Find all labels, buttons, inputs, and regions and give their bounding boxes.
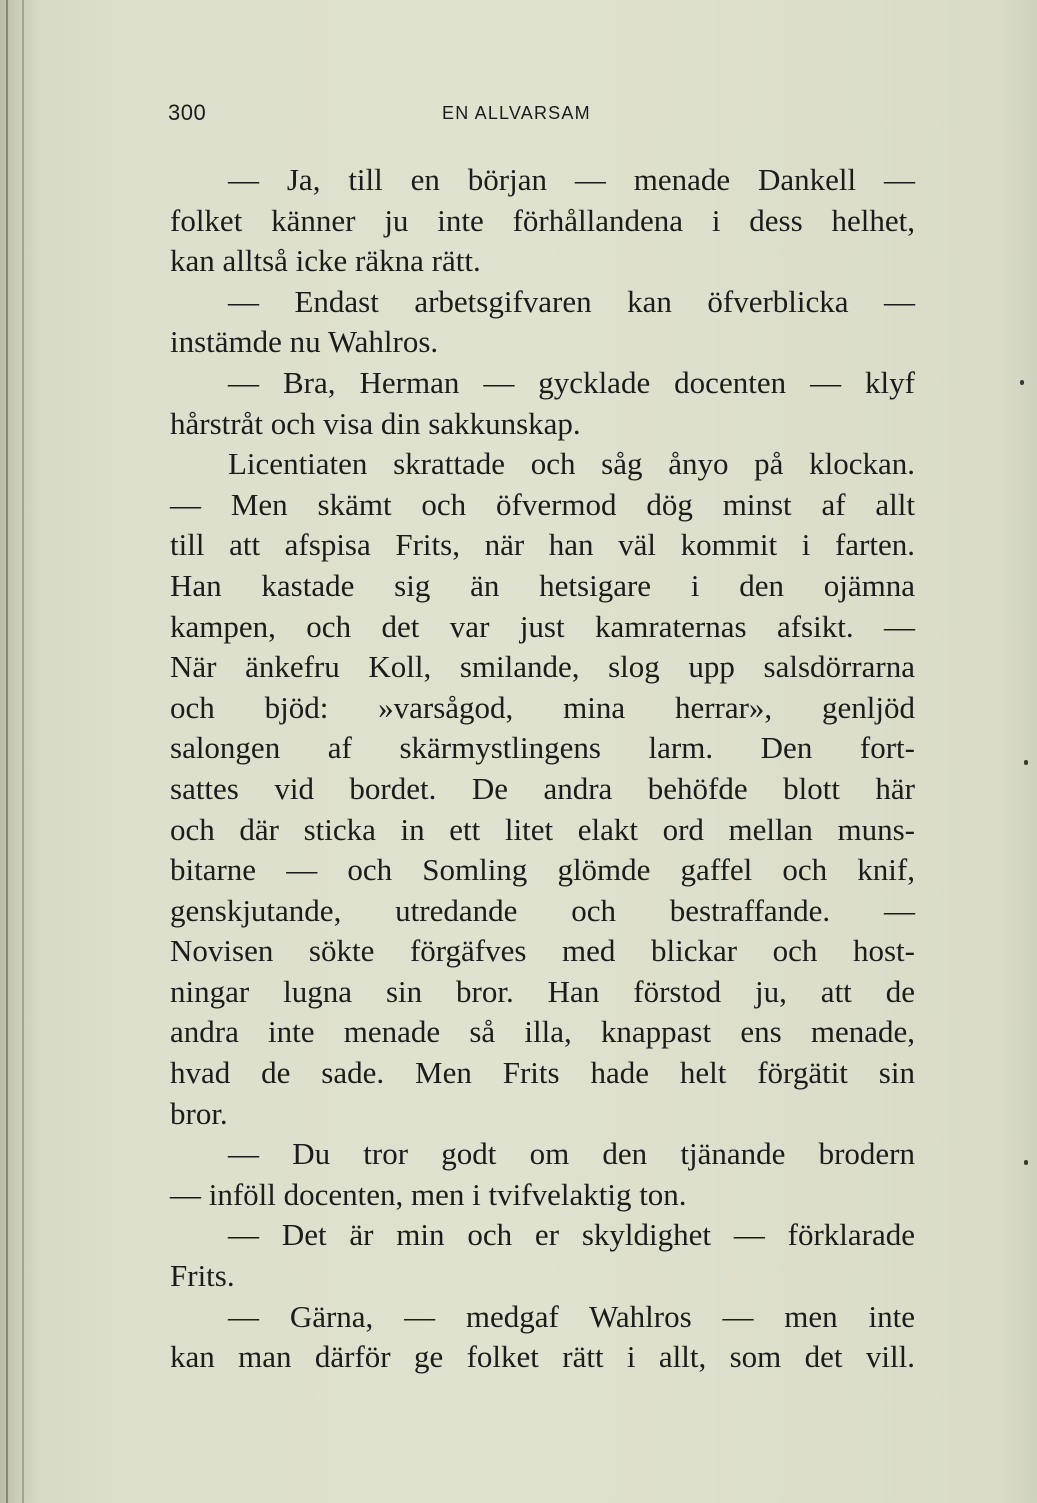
- text-line: genskjutande, utredande och bestraffande. —: [170, 892, 915, 928]
- text-line: Licentiaten skrattade och såg ånyo på klockan.: [228, 446, 915, 482]
- text-line: — Bra, Herman — gycklade docenten — klyf: [228, 364, 915, 400]
- text-line: — inföll docenten, men i tvifvelaktig ton.: [170, 1176, 687, 1212]
- text-line: hvad de sade. Men Frits hade helt förgätit sin: [170, 1055, 915, 1091]
- text-line: folket känner ju inte förhållandena i dess helhet,: [170, 202, 915, 238]
- page-speck: [1024, 1160, 1028, 1165]
- text-line: Han kastade sig än hetsigare i den ojämna: [170, 567, 915, 603]
- text-line: sattes vid bordet. De andra behöfde blott här: [170, 770, 915, 806]
- text-line: — Gärna, — medgaf Wahlros — men inte: [228, 1298, 915, 1334]
- text-line: kampen, och det var just kamraternas afsikt. —: [170, 608, 915, 644]
- gutter-line: [6, 0, 8, 1503]
- text-line: Frits.: [170, 1258, 235, 1294]
- text-line: — Du tror godt om den tjänande brodern: [228, 1136, 915, 1172]
- page-number: 300: [168, 100, 207, 125]
- text-line: — Endast arbetsgifvaren kan öfverblicka —: [228, 283, 915, 319]
- text-line: kan alltså icke räkna rätt.: [170, 243, 481, 279]
- text-line: instämde nu Wahlros.: [170, 324, 439, 360]
- text-line: ningar lugna sin bror. Han förstod ju, att de: [170, 973, 915, 1009]
- page-speck: [1024, 760, 1028, 765]
- text-line: kan man därför ge folket rätt i allt, som det vill.: [170, 1339, 915, 1375]
- text-line: bror.: [170, 1095, 228, 1131]
- body-text: [170, 160, 915, 1378]
- text-line: till att afspisa Frits, när han väl kommit i farten.: [170, 527, 915, 563]
- text-line: och bjöd: »varsågod, mina herrar», genljöd: [170, 689, 915, 725]
- text-line: När änkefru Koll, smilande, slog upp salsdörrarna: [170, 649, 915, 685]
- gutter-line: [22, 0, 24, 1503]
- text-line: bitarne — och Somling glömde gaffel och knif,: [170, 852, 915, 888]
- page-header: [168, 100, 908, 134]
- text-line: Novisen sökte förgäfves med blickar och host-: [170, 933, 915, 969]
- text-line: — Det är min och er skyldighet — förklarade: [228, 1217, 915, 1253]
- page-speck: [1020, 380, 1024, 385]
- text-line: andra inte menade så illa, knappast ens menade,: [170, 1014, 915, 1050]
- text-line: och där sticka in ett litet elakt ord mellan muns-: [170, 811, 915, 847]
- text-line: — Men skämt och öfvermod dög minst af allt: [170, 486, 915, 522]
- text-line: hårstråt och visa din sakkunskap.: [170, 405, 581, 441]
- running-title: EN ALLVARSAM: [442, 103, 591, 123]
- text-line: — Ja, till en början — menade Dankell —: [228, 162, 915, 197]
- text-line: salongen af skärmystlingens larm. Den fort-: [170, 730, 915, 766]
